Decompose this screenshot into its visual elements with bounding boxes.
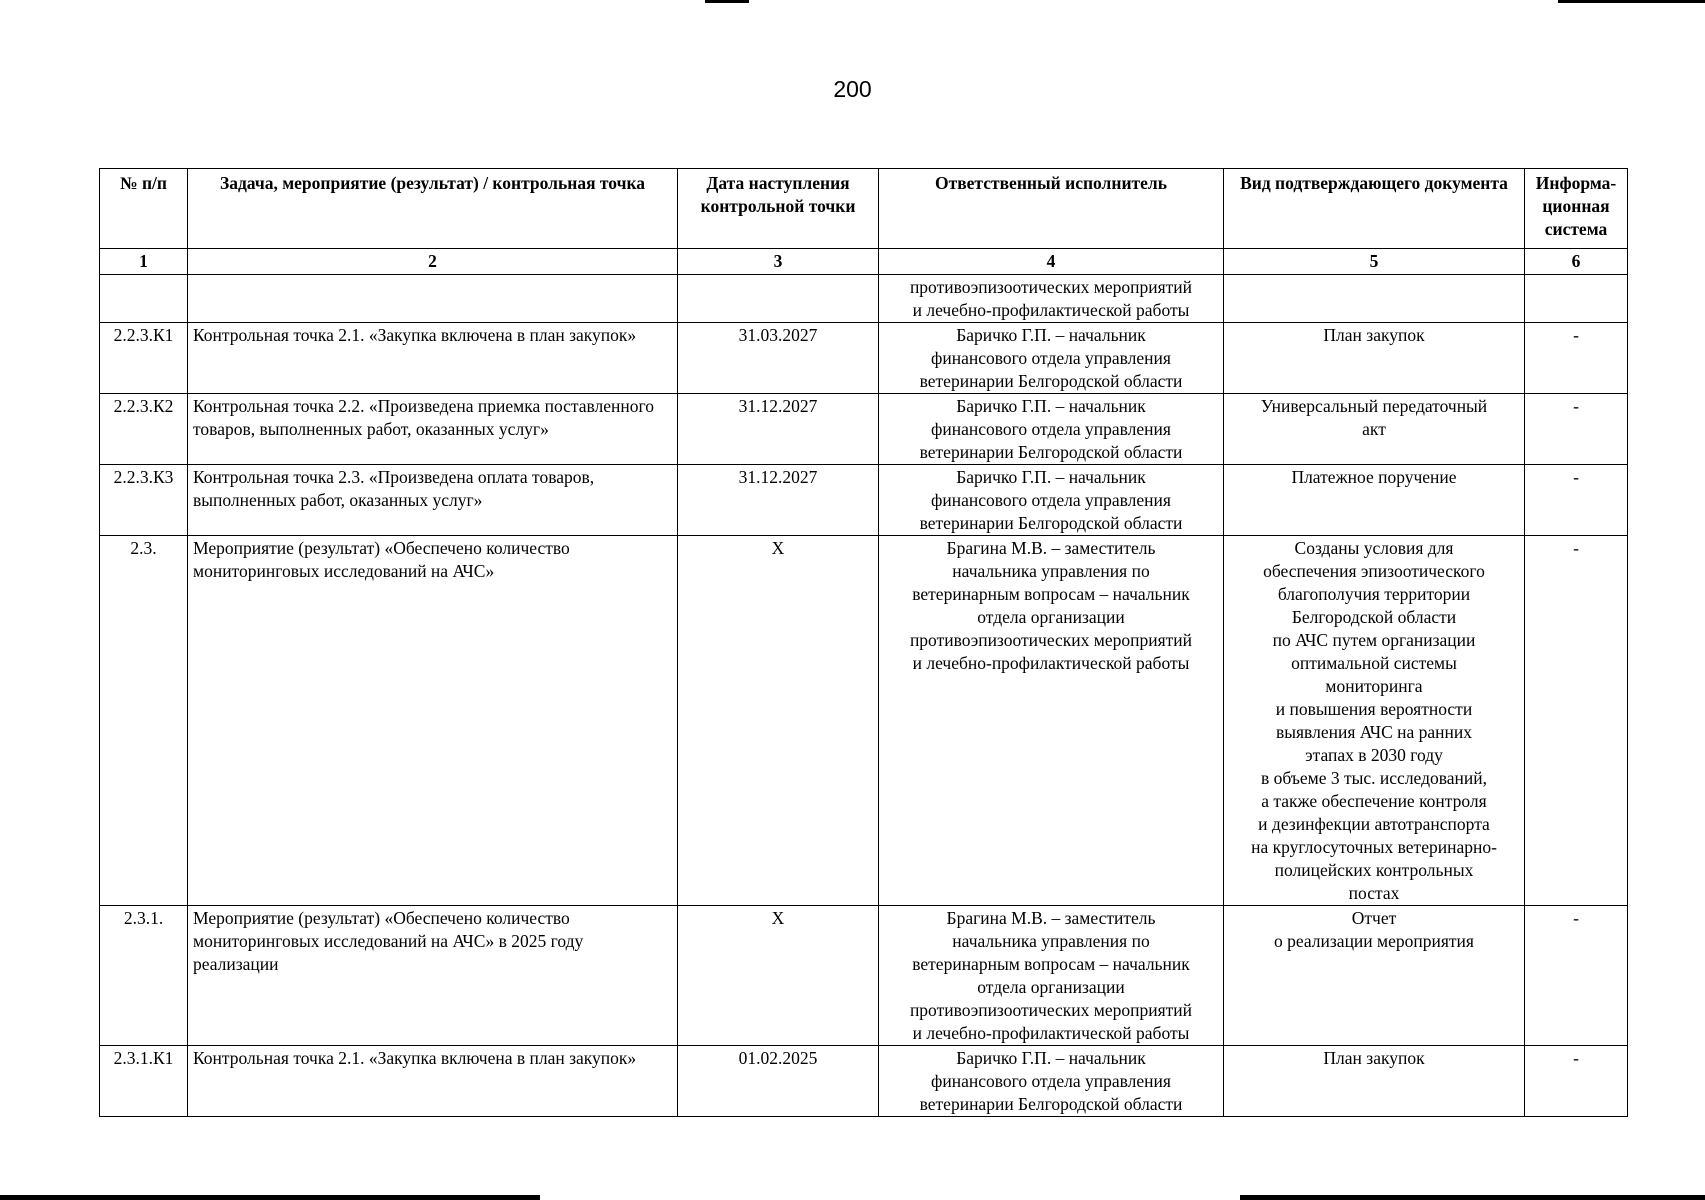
column-number: 1 xyxy=(100,249,188,275)
row-system: - xyxy=(1525,1046,1628,1117)
row-system: - xyxy=(1525,394,1628,465)
table-header-row xyxy=(100,169,1628,249)
row-number: 2.3.1.К1 xyxy=(100,1046,188,1117)
row-document: Платежное поручение xyxy=(1224,465,1525,536)
row-document: Созданы условия для обеспечения эпизоотического благополучия территории Белгородской области по АЧС путем организации оптимальной системы мониторинга и повышения вероятности выявления АЧС на ранних этапах в 2030 году в объеме 3 тыс. исследований, а также обеспечение контроля и дезинфекции автотранспорта на круглосуточных ветеринарно- полицейских контрольных постах xyxy=(1224,536,1525,906)
row-executor: Баричко Г.П. – начальник финансового отдела управления ветеринарии Белгородской области xyxy=(879,394,1224,465)
header-executor: Ответственный исполнитель xyxy=(879,169,1224,249)
row-date: X xyxy=(678,906,879,1046)
table-row xyxy=(100,536,1628,906)
table-row xyxy=(100,275,1628,323)
column-number: 3 xyxy=(678,249,879,275)
column-number: 4 xyxy=(879,249,1224,275)
row-number: 2.3. xyxy=(100,536,188,906)
row-number: 2.3.1. xyxy=(100,906,188,1046)
row-executor: Брагина М.В. – заместитель начальника управления по ветеринарным вопросам – начальник отдела организации противоэпизоотических мероприятий и лечебно-профилактической работы xyxy=(879,536,1224,906)
row-date: 31.12.2027 xyxy=(678,465,879,536)
row-executor: Баричко Г.П. – начальник финансового отдела управления ветеринарии Белгородской области xyxy=(879,323,1224,394)
row-system: - xyxy=(1525,465,1628,536)
table-row xyxy=(100,323,1628,394)
row-date: 31.12.2027 xyxy=(678,394,879,465)
row-task xyxy=(188,275,678,323)
row-system: - xyxy=(1525,323,1628,394)
row-system xyxy=(1525,275,1628,323)
row-document: Универсальный передаточный акт xyxy=(1224,394,1525,465)
row-task: Контрольная точка 2.3. «Произведена оплата товаров, выполненных работ, оказанных услуг» xyxy=(188,465,678,536)
page-number: 200 xyxy=(833,76,872,102)
row-document: План закупок xyxy=(1224,1046,1525,1117)
scan-edge-top-left xyxy=(705,0,749,3)
column-number: 5 xyxy=(1224,249,1525,275)
row-document: Отчет о реализации мероприятия xyxy=(1224,906,1525,1046)
header-task: Задача, мероприятие (результат) / контрольная точка xyxy=(188,169,678,249)
row-number: 2.2.3.К2 xyxy=(100,394,188,465)
row-executor: Баричко Г.П. – начальник финансового отдела управления ветеринарии Белгородской области xyxy=(879,1046,1224,1117)
column-number: 6 xyxy=(1525,249,1628,275)
row-system: - xyxy=(1525,536,1628,906)
row-document: План закупок xyxy=(1224,323,1525,394)
row-date xyxy=(678,275,879,323)
plan-table xyxy=(99,168,1628,1117)
column-number-row xyxy=(100,249,1628,275)
row-executor: противоэпизоотических мероприятий и лечебно-профилактической работы xyxy=(879,275,1224,323)
row-date: X xyxy=(678,536,879,906)
row-number: 2.2.3.К1 xyxy=(100,323,188,394)
row-number xyxy=(100,275,188,323)
row-task: Контрольная точка 2.1. «Закупка включена в план закупок» xyxy=(188,1046,678,1117)
row-executor: Брагина М.В. – заместитель начальника управления по ветеринарным вопросам – начальник отдела организации противоэпизоотических мероприятий и лечебно-профилактической работы xyxy=(879,906,1224,1046)
row-task: Мероприятие (результат) «Обеспечено количество мониторинговых исследований на АЧС» xyxy=(188,536,678,906)
row-executor: Баричко Г.П. – начальник финансового отдела управления ветеринарии Белгородской области xyxy=(879,465,1224,536)
row-date: 31.03.2027 xyxy=(678,323,879,394)
header-system: Информа-ционная система xyxy=(1525,169,1628,249)
header-date: Дата наступления контрольной точки xyxy=(678,169,879,249)
table-row xyxy=(100,1046,1628,1117)
header-num: № п/п xyxy=(100,169,188,249)
row-task: Мероприятие (результат) «Обеспечено количество мониторинговых исследований на АЧС» в 2025 году реализации xyxy=(188,906,678,1046)
scan-edge-bottom-left xyxy=(0,1195,540,1200)
row-document xyxy=(1224,275,1525,323)
table-row xyxy=(100,394,1628,465)
table-row xyxy=(100,906,1628,1046)
row-task: Контрольная точка 2.2. «Произведена приемка поставленного товаров, выполненных работ, оказанных услуг» xyxy=(188,394,678,465)
row-task: Контрольная точка 2.1. «Закупка включена в план закупок» xyxy=(188,323,678,394)
header-document: Вид подтверждающего документа xyxy=(1224,169,1525,249)
scan-edge-top-right xyxy=(1558,0,1705,3)
row-number: 2.2.3.К3 xyxy=(100,465,188,536)
row-date: 01.02.2025 xyxy=(678,1046,879,1117)
column-number: 2 xyxy=(188,249,678,275)
scan-edge-bottom-right xyxy=(1240,1195,1705,1200)
row-system: - xyxy=(1525,906,1628,1046)
table-row xyxy=(100,465,1628,536)
